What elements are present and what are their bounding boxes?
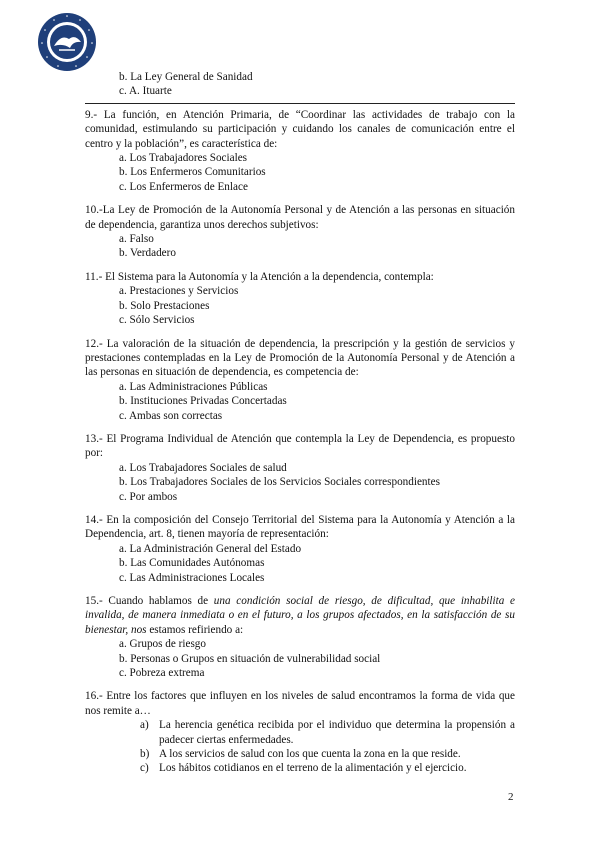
question-16: 16.- Entre los factores que influyen en los niveles de salud encontramos la forma de vida que nos remite a…: [85, 690, 515, 717]
option-10a: a. Falso: [119, 233, 154, 246]
question-12: 12.- La valoración de la situación de dependencia, la prescripción y la gestión de servicios y prestaciones contempladas en la Ley de Promoción de la Autonomía Personal y de Atención a las personas en situación de dependencia, es competencia de:: [85, 337, 515, 379]
option-9a: a. Los Trabajadores Sociales: [119, 152, 248, 165]
option-11c: c. Sólo Servicios: [119, 314, 195, 327]
option-9b: b. Los Enfermeros Comunitarios: [119, 166, 266, 179]
option-14c: c. Las Administraciones Locales: [119, 571, 265, 584]
university-seal-logo: [37, 12, 97, 72]
question-15: [85, 594, 515, 637]
question-13: 13.- El Programa Individual de Atención que contempla la Ley de Dependencia, es propuesto por:: [85, 432, 515, 460]
question-11: 11.- El Sistema para la Autonomía y la Atención a la dependencia, contempla:: [85, 270, 434, 283]
option-8b: b. La Ley General de Sanidad: [119, 71, 253, 83]
page-number: 2: [508, 791, 514, 803]
option-11a: a. Prestaciones y Servicios: [119, 285, 239, 298]
option-9c: c. Los Enfermeros de Enlace: [119, 180, 248, 193]
option-12a: a. Las Administraciones Públicas: [119, 380, 268, 393]
option-16b-label: b): [140, 748, 150, 761]
option-16c-label: c): [140, 762, 149, 775]
option-14b: b. Las Comunidades Autónomas: [119, 557, 265, 570]
option-10b: b. Verdadero: [119, 247, 176, 260]
option-13b: b. Los Trabajadores Sociales de los Servicios Sociales correspondientes: [119, 476, 440, 489]
option-16c: [85, 761, 515, 775]
option-16b: [85, 747, 515, 761]
option-13a: a. Los Trabajadores Sociales de salud: [119, 461, 287, 474]
option-12b: b. Instituciones Privadas Concertadas: [119, 395, 287, 408]
question-15-italic: una condición social de riesgo, de dificultad, que inhabilita e invalida, de manera inmediata o en el futuro, a los grupos afectados, en la satisfacción de su bienestar, nos: [85, 595, 516, 636]
option-16a: [85, 718, 515, 747]
question-10: 10.-La Ley de Promoción de la Autonomía Personal y de Atención a las personas en situación de dependencia, garantiza unos derechos subjetivos:: [85, 204, 515, 231]
option-14a: a. La Administración General del Estado: [119, 542, 302, 555]
option-15c: c. Pobreza extrema: [119, 667, 205, 680]
option-13c: c. Por ambos: [119, 490, 178, 503]
option-11b: b. Solo Prestaciones: [119, 299, 210, 312]
option-8c: c. A. Ituarte: [119, 85, 172, 98]
option-16c-text: Los hábitos cotidianos en el terreno de la alimentación y el ejercicio.: [159, 762, 467, 775]
exam-page: [85, 70, 515, 776]
question-9: 9.- La función, en Atención Primaria, de “Coordinar las actividades de trabajo con la comunidad, estimulando su participación y cuidando los canales de comunicación entre el centro y la población”, es característica de:: [85, 108, 515, 150]
question-15-suffix: estamos refiriendo a:: [146, 623, 244, 636]
question-15-prefix: 15.- Cuando hablamos de: [85, 595, 214, 607]
option-12c: c. Ambas son correctas: [119, 409, 223, 422]
option-16b-text: A los servicios de salud con los que cuenta la zona en la que reside.: [159, 748, 461, 761]
option-15b: b. Personas o Grupos en situación de vulnerabilidad social: [119, 652, 381, 665]
option-16a-label: a): [140, 719, 149, 732]
option-16a-text: La herencia genética recibida por el individuo que determina la propensión a padecer ciertas enfermedades.: [159, 719, 515, 746]
divider-line: [85, 103, 515, 104]
question-14: 14.- En la composición del Consejo Territorial del Sistema para la Autonomía y Atención a la Dependencia, art. 8, tienen mayoría de representación:: [85, 513, 515, 541]
option-15a: a. Grupos de riesgo: [119, 638, 206, 651]
